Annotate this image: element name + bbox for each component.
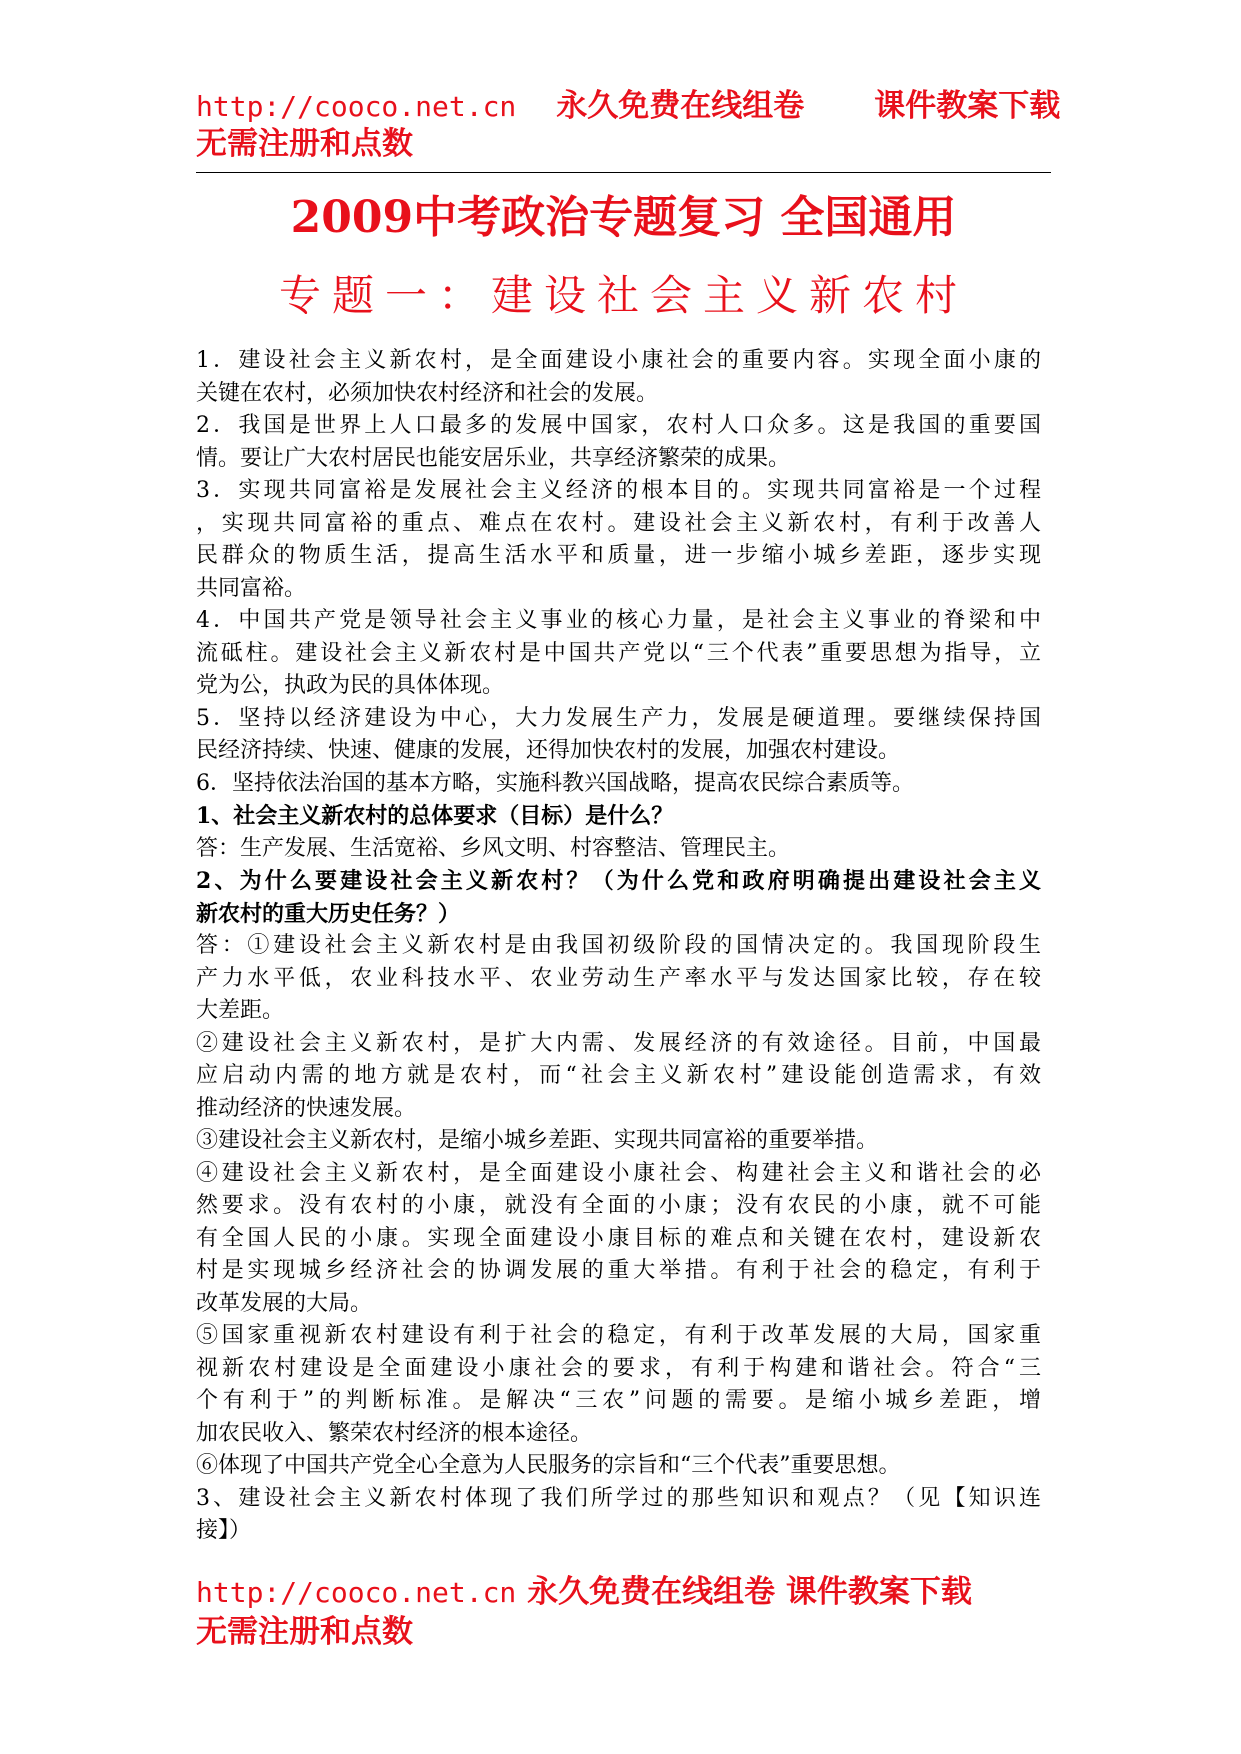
footer-url-link[interactable]: http://cooco.net.cn <box>196 1576 517 1609</box>
text-line: 答：生产发展、生活宽裕、乡风文明、村容整洁、管理民主。 <box>196 835 791 861</box>
header-slogan-free: 永久免费在线组卷 <box>556 88 805 124</box>
text-line: 1．建设社会主义新农村，是全面建设小康社会的重要内容。实现全面小康的 <box>196 348 1041 373</box>
text-line: 加农民收入、繁荣农村经济的根本途径。 <box>196 1420 593 1446</box>
text-line: 5．坚持以经济建设为中心，大力发展生产力，发展是硬道理。要继续保持国 <box>196 705 1041 731</box>
text-line: 然要求。没有农村的小康，就没有全面的小康；没有农民的小康，就不可能 <box>196 1193 1041 1218</box>
text-line: 个有利于”的判断标准。是解决“三农”问题的需要。是缩小城乡差距，增 <box>196 1388 1041 1413</box>
text-line: 民经济持续、快速、健康的发展，还得加快农村的发展，加强农村建设。 <box>196 738 901 763</box>
text-line: 大差距。 <box>196 998 285 1023</box>
text-line: 2、为什么要建设社会主义新农村？（为什么党和政府明确提出建设社会主义 <box>196 868 1041 894</box>
text-line: 产力水平低，农业科技水平、农业劳动生产率水平与发达国家比较，存在较 <box>196 965 1041 991</box>
text-line: 6．坚持依法治国的基本方略，实施科教兴国战略，提高农民综合素质等。 <box>196 770 914 796</box>
text-line: 村是实现城乡经济社会的协调发展的重大举措。有利于社会的稳定，有利于 <box>196 1258 1041 1283</box>
header-url-link[interactable]: http://cooco.net.cn <box>196 90 517 123</box>
text-line: 情。要让广大农村居民也能安居乐业，共享经济繁荣的成果。 <box>196 445 791 471</box>
text-line: ④建设社会主义新农村，是全面建设小康社会、构建社会主义和谐社会的必 <box>196 1160 1041 1186</box>
text-line: 民群众的物质生活，提高生活水平和质量，进一步缩小城乡差距，逐步实现 <box>196 543 1041 568</box>
text-line: 流砥柱。建设社会主义新农村是中国共产党以“三个代表”重要思想为指导，立 <box>196 640 1041 666</box>
header-slogan-download: 课件教案下载 <box>874 88 1061 124</box>
header-divider <box>196 172 1051 173</box>
document-body <box>196 345 1041 1548</box>
text-line: ③建设社会主义新农村，是缩小城乡差距、实现共同富裕的重要举措。 <box>196 1128 879 1153</box>
text-line: 1、社会主义新农村的总体要求（目标）是什么？ <box>196 803 674 829</box>
text-line: ，实现共同富裕的重点、难点在农村。建设社会主义新农村，有利于改善人 <box>196 510 1041 536</box>
footer-no-registration: 无需注册和点数 <box>196 1614 413 1650</box>
text-line: 应启动内需的地方就是农村，而“社会主义新农村”建设能创造需求，有效 <box>196 1063 1041 1088</box>
header-line <box>196 88 1061 125</box>
text-line: 4．中国共产党是领导社会主义事业的核心力量，是社会主义事业的脊梁和中 <box>196 608 1041 633</box>
text-line: 新农村的重大历史任务？） <box>196 900 461 927</box>
document-title: 2009中考政治专题复习 全国通用 <box>290 192 957 243</box>
text-line: 党为公，执政为民的具体体现。 <box>196 673 505 698</box>
footer-slogan-download: 课件教案下载 <box>785 1574 972 1610</box>
text-line: ⑥体现了中国共产党全心全意为人民服务的宗旨和“三个代表”重要思想。 <box>196 1453 901 1478</box>
text-line: 推动经济的快速发展。 <box>196 1095 417 1121</box>
text-line: 3．实现共同富裕是发展社会主义经济的根本目的。实现共同富裕是一个过程 <box>196 478 1041 503</box>
text-line: 改革发展的大局。 <box>196 1290 373 1316</box>
text-line: 视新农村建设是全面建设小康社会的要求，有利于构建和谐社会。符合“三 <box>196 1355 1041 1381</box>
text-line: 共同富裕。 <box>196 575 307 601</box>
text-line: 2．我国是世界上人口最多的发展中国家，农村人口众多。这是我国的重要国 <box>196 413 1041 438</box>
text-line: 答：①建设社会主义新农村是由我国初级阶段的国情决定的。我国现阶段生 <box>196 933 1041 958</box>
header-no-registration: 无需注册和点数 <box>196 126 413 162</box>
document-subtitle: 专题一：建设社会主义新农村 <box>278 271 968 320</box>
text-line: 3、建设社会主义新农村体现了我们所学过的那些知识和观点？（见【知识连 <box>196 1485 1041 1511</box>
text-line: 有全国人民的小康。实现全面建设小康目标的难点和关键在农村，建设新农 <box>196 1225 1041 1251</box>
text-line: ⑤国家重视新农村建设有利于社会的稳定，有利于改革发展的大局，国家重 <box>196 1323 1041 1348</box>
text-line: 关键在农村，必须加快农村经济和社会的发展。 <box>196 380 659 406</box>
footer-slogan-free: 永久免费在线组卷 <box>527 1574 776 1610</box>
text-line: ②建设社会主义新农村，是扩大内需、发展经济的有效途径。目前，中国最 <box>196 1030 1041 1056</box>
text-line: 接】） <box>196 1518 252 1543</box>
footer-line <box>196 1574 1056 1611</box>
